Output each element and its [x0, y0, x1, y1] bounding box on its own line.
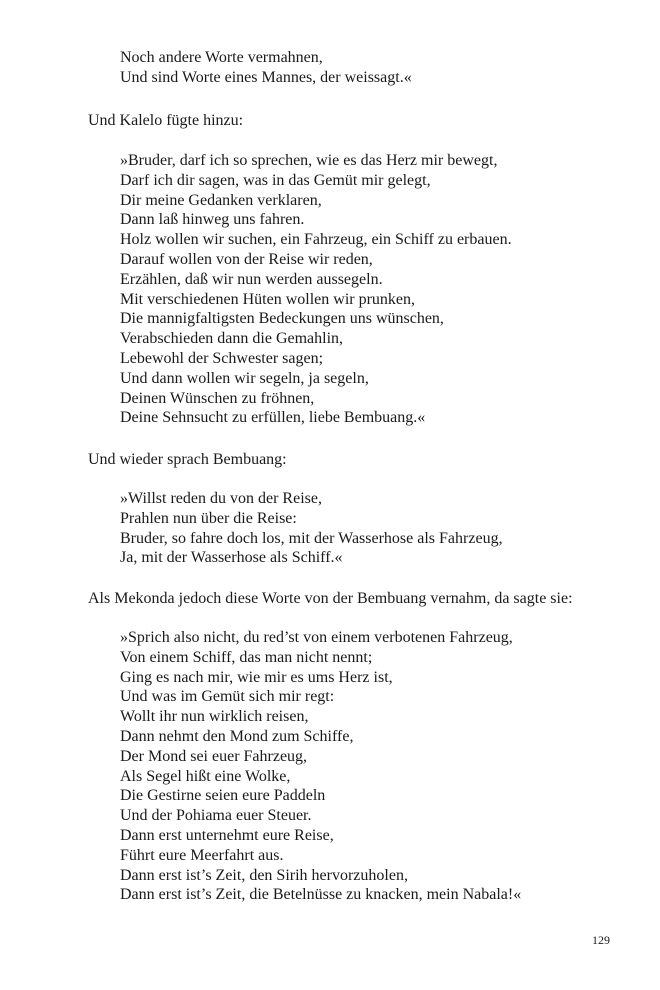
verse-line: Der Mond sei euer Fahrzeug,: [120, 747, 308, 765]
verse-line: Noch andere Worte vermahnen,: [120, 49, 323, 66]
verse-line: »Willst reden du von der Reise,: [120, 490, 322, 507]
verse-block-3: [0, 489, 660, 568]
prose-block-1: [0, 111, 660, 131]
prose-line: Als Mekonda jedoch diese Worte von der Bembuang vernahm, da sagte sie:: [88, 590, 573, 607]
verse-line: »Sprich also nicht, du red’st von einem verbotenen Fahrzeug,: [120, 629, 513, 646]
verse-line: Darf ich dir sagen, was in das Gemüt mir gelegt,: [120, 171, 431, 189]
verse-line: Darauf wollen von der Reise wir reden,: [120, 250, 373, 268]
verse-line: Als Segel hißt eine Wolke,: [120, 767, 291, 785]
verse-line: Mit verschiedenen Hüten wollen wir prunken,: [120, 290, 416, 308]
verse-line: Deinen Wünschen zu fröhnen,: [120, 389, 315, 407]
verse-block-4: [0, 628, 660, 905]
verse-block-2: [0, 151, 660, 428]
verse-line: Dir meine Gedanken verklaren,: [120, 191, 322, 209]
page-number: 129: [592, 933, 610, 947]
verse-line: Deine Sehnsucht zu erfüllen, liebe Bembuang.«: [120, 409, 426, 427]
verse-line: Von einem Schiff, das man nicht nennt;: [120, 648, 373, 666]
verse-line: Verabschieden dann die Gemahlin,: [120, 330, 344, 348]
verse-line: Holz wollen wir suchen, ein Fahrzeug, ein Schiff zu erbauen.: [120, 231, 512, 249]
prose-block-3: [0, 589, 660, 609]
verse-line: Dann nehmt den Mond zum Schiffe,: [120, 727, 354, 745]
verse-line: Dann laß hinweg uns fahren.: [120, 211, 305, 229]
verse-line: »Bruder, darf ich so sprechen, wie es das Herz mir bewegt,: [120, 152, 498, 169]
verse-line: Die mannigfaltigsten Bedeckungen uns wünschen,: [120, 310, 444, 328]
verse-line: Und sind Worte eines Mannes, der weissagt.«: [120, 68, 412, 86]
verse-line: Ging es nach mir, wie mir es ums Herz ist,: [120, 668, 393, 686]
prose-block-2: [0, 450, 660, 470]
verse-line: Und was im Gemüt sich mir regt:: [120, 688, 335, 706]
prose-line: Und Kalelo fügte hinzu:: [88, 112, 244, 129]
verse-line: Dann erst ist’s Zeit, die Betelnüsse zu knacken, mein Nabala!«: [120, 886, 522, 904]
verse-line: Und der Pohiama euer Steuer.: [120, 807, 312, 825]
verse-line: Die Gestirne seien eure Paddeln: [120, 787, 326, 805]
verse-line: Bruder, so fahre doch los, mit der Wasserhose als Fahrzeug,: [120, 529, 503, 547]
verse-line: Ja, mit der Wasserhose als Schiff.«: [120, 549, 343, 567]
verse-block-1: [0, 48, 660, 88]
prose-line: Und wieder sprach Bembuang:: [88, 451, 287, 468]
verse-line: Dann erst ist’s Zeit, den Sirih hervorzuholen,: [120, 866, 408, 884]
verse-line: Wollt ihr nun wirklich reisen,: [120, 708, 309, 726]
verse-line: Erzählen, daß wir nun werden aussegeln.: [120, 270, 383, 288]
verse-line: Lebewohl der Schwester sagen;: [120, 349, 324, 367]
verse-line: Und dann wollen wir segeln, ja segeln,: [120, 369, 369, 387]
verse-line: Prahlen nun über die Reise:: [120, 509, 297, 527]
verse-line: Dann erst unternehmt eure Reise,: [120, 826, 334, 844]
verse-line: Führt eure Meerfahrt aus.: [120, 846, 284, 864]
